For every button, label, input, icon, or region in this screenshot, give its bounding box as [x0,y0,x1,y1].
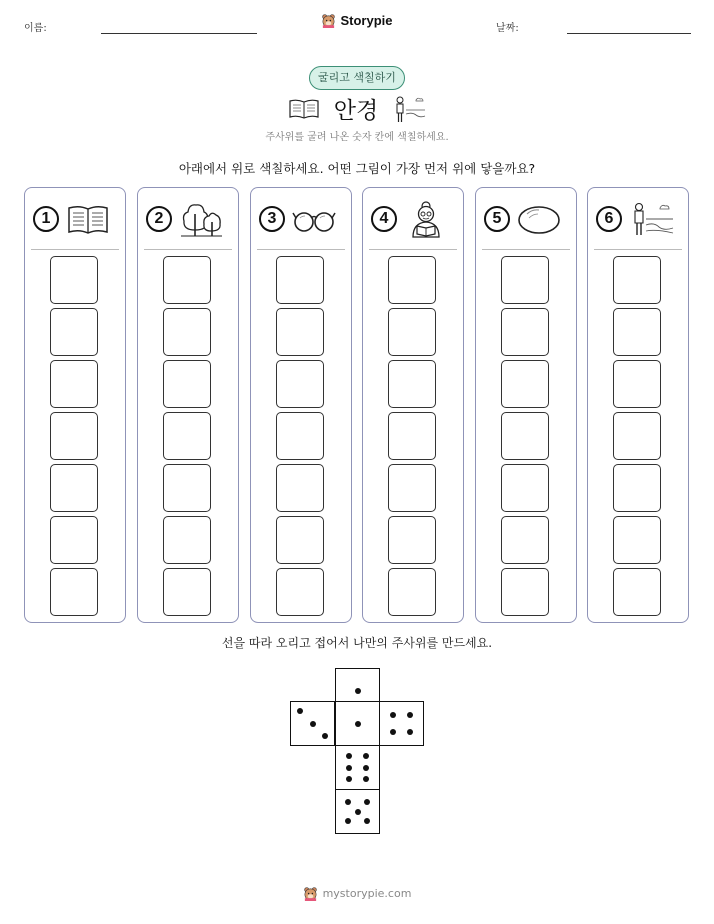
dice-pip [346,765,352,771]
column-header [596,202,680,236]
color-cell[interactable] [501,568,549,616]
glasses-lens-icon [516,200,562,238]
color-cell[interactable] [613,464,661,512]
person-at-seaside-icon [628,200,674,238]
color-cell[interactable] [613,256,661,304]
bear-mascot-icon [303,886,318,901]
color-cell[interactable] [50,360,98,408]
color-cell[interactable] [388,360,436,408]
column-divider [257,249,345,250]
color-cell[interactable] [50,412,98,460]
column-header [484,202,568,236]
dice-face-5 [335,789,380,834]
color-cell[interactable] [388,516,436,564]
color-cell[interactable] [501,308,549,356]
color-cell[interactable] [276,516,324,564]
color-cell[interactable] [50,568,98,616]
color-cell[interactable] [163,256,211,304]
color-cell[interactable] [613,568,661,616]
color-cell[interactable] [501,516,549,564]
color-cell[interactable] [163,412,211,460]
color-cell[interactable] [50,256,98,304]
column-divider [482,249,570,250]
color-cell[interactable] [613,360,661,408]
column-header [259,202,343,236]
color-cell[interactable] [388,412,436,460]
dice-face-3 [290,701,335,746]
color-cell[interactable] [50,516,98,564]
color-cell[interactable] [501,256,549,304]
date-label: 날짜: [496,23,519,34]
activity-badge: 굴리고 색칠하기 [309,66,405,90]
bear-mascot-icon [321,13,336,28]
column-divider [594,249,682,250]
column-number: 1 [33,206,59,232]
column-number: 6 [596,206,622,232]
column-number: 4 [371,206,397,232]
color-cell[interactable] [163,308,211,356]
brand-name: Storypie [340,13,393,28]
color-cell[interactable] [50,308,98,356]
column-header [146,202,230,236]
dice-pip [346,776,352,782]
date-line[interactable] [567,33,691,34]
dice-pip [363,776,369,782]
trees-icon [178,200,224,238]
color-cell[interactable] [163,516,211,564]
grandmother-reading-icon [403,200,449,238]
color-cell[interactable] [276,360,324,408]
dice-pip [345,818,351,824]
column-number: 2 [146,206,172,232]
dice-face-6 [335,745,380,790]
title-row [0,92,714,125]
name-label: 이름: [24,23,47,34]
color-cell[interactable] [163,568,211,616]
dice-pip [297,708,303,714]
dice-pip [322,733,328,739]
color-cell[interactable] [388,256,436,304]
color-cell[interactable] [276,308,324,356]
dice-pip [310,721,316,727]
dice-pip [364,818,370,824]
color-cell[interactable] [163,464,211,512]
color-cell[interactable] [613,308,661,356]
dice-face-4 [379,701,424,746]
color-cell[interactable] [388,568,436,616]
dice-instruction: 선을 따라 오리고 접어서 나만의 주사위를 만드세요. [221,636,493,650]
color-cell[interactable] [276,464,324,512]
color-cell[interactable] [501,412,549,460]
footer [0,886,714,901]
dice-pip [355,721,361,727]
dice-pip [363,765,369,771]
column-number: 5 [484,206,510,232]
column-5 [475,187,577,623]
color-cell[interactable] [501,360,549,408]
glasses-icon [291,200,337,238]
instruction: 아래에서 위로 색칠하세요. 어떤 그림이 가장 먼저 위에 닿을까요? [178,161,536,176]
color-cell[interactable] [388,308,436,356]
color-cell[interactable] [501,464,549,512]
column-4 [362,187,464,623]
name-line[interactable] [101,33,257,34]
footer-url: mystorypie.com [322,887,412,900]
dice-pip [407,712,413,718]
column-1 [24,187,126,623]
column-6 [587,187,689,623]
column-3 [250,187,352,623]
column-header [33,202,117,236]
color-cell[interactable] [276,568,324,616]
color-cell[interactable] [613,412,661,460]
color-cell[interactable] [276,412,324,460]
dice-pip [345,799,351,805]
dice-pip [390,729,396,735]
color-cell[interactable] [50,464,98,512]
page-title: 안경 [333,98,379,124]
column-divider [369,249,457,250]
column-header [371,202,455,236]
color-cell[interactable] [163,360,211,408]
dice-pip [364,799,370,805]
subtitle: 주사위를 굴려 나온 숫자 칸에 색칠하세요. [265,132,449,143]
dice-pip [390,712,396,718]
dice-pip [355,688,361,694]
open-book-icon [65,200,111,238]
color-cell[interactable] [388,464,436,512]
column-number: 3 [259,206,285,232]
color-cell[interactable] [276,256,324,304]
color-cell[interactable] [613,516,661,564]
dice-face-1 [335,701,380,746]
brand-logo [0,13,714,28]
column-divider [144,249,232,250]
person-at-seaside-icon [392,94,426,124]
dice-pip [355,809,361,815]
open-book-icon [288,98,320,120]
dice-pip [346,753,352,759]
column-divider [31,249,119,250]
dice-pip [363,753,369,759]
dice-pip [407,729,413,735]
column-2 [137,187,239,623]
